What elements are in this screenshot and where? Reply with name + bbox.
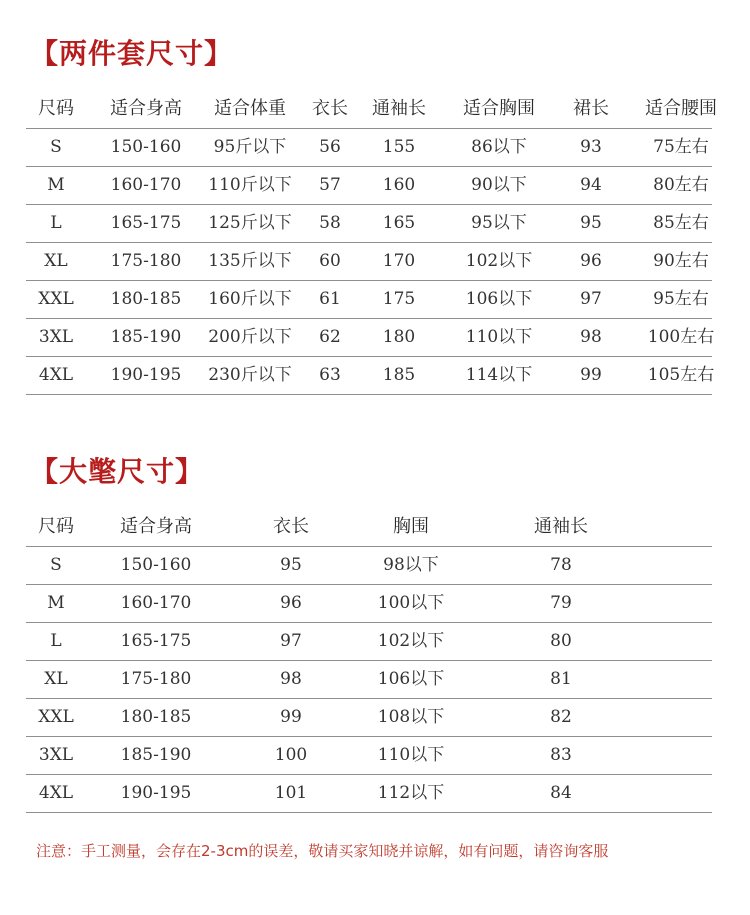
table-cell: 78 bbox=[550, 555, 572, 575]
table-cell: 165 bbox=[382, 213, 416, 233]
table-header-row bbox=[26, 508, 712, 546]
table-cell: 4XL bbox=[38, 783, 74, 803]
table-cell: 83 bbox=[550, 745, 572, 765]
column-header: 通袖长 bbox=[372, 98, 426, 119]
column-header: 尺码 bbox=[38, 98, 74, 119]
left-bracket: 【 bbox=[30, 37, 60, 70]
table-row bbox=[26, 622, 712, 660]
table-cell: 79 bbox=[550, 593, 572, 613]
table-cell: 160-170 bbox=[120, 593, 192, 613]
column-header: 衣长 bbox=[312, 98, 348, 119]
table-cell: 155 bbox=[382, 137, 416, 157]
table-cell: 160斤以下 bbox=[208, 289, 292, 309]
table-cell: 100 bbox=[274, 745, 308, 765]
column-header: 适合身高 bbox=[110, 98, 182, 119]
table-cell: 112以下 bbox=[377, 783, 445, 803]
table-cell: 3XL bbox=[38, 745, 74, 765]
table-cell: 160 bbox=[382, 175, 416, 195]
table-row bbox=[26, 204, 712, 242]
measurement-note: 注意：手工测量，会存在2-3cm的误差，敬请买家知晓并谅解，如有问题，请咨询客服 bbox=[36, 842, 609, 860]
table-row bbox=[26, 698, 712, 736]
table-cell: XXL bbox=[38, 707, 74, 727]
table-cell: 175-180 bbox=[120, 669, 192, 689]
table-cell: 86以下 bbox=[471, 137, 527, 157]
table-cell: 56 bbox=[319, 137, 341, 157]
table-cell: 98 bbox=[580, 327, 602, 347]
table-cell: 160-170 bbox=[110, 175, 182, 195]
table-cell: 180-185 bbox=[110, 289, 182, 309]
table-cell: 114以下 bbox=[465, 365, 533, 385]
table-cell: 98 bbox=[280, 669, 302, 689]
table-cell: 200斤以下 bbox=[208, 327, 292, 347]
row-divider bbox=[26, 812, 712, 813]
table-row bbox=[26, 166, 712, 204]
column-header: 尺码 bbox=[38, 516, 74, 537]
table-cell: 170 bbox=[382, 251, 416, 271]
table-cell: 101 bbox=[274, 783, 308, 803]
table-cell: 60 bbox=[319, 251, 341, 271]
table-row bbox=[26, 356, 715, 394]
table-cell: 80 bbox=[550, 631, 572, 651]
table-cell: 62 bbox=[319, 327, 341, 347]
section-title-text: 大氅尺寸 bbox=[59, 455, 176, 488]
table-cell: 93 bbox=[580, 137, 602, 157]
column-header: 胸围 bbox=[393, 516, 429, 537]
table-cell: 4XL bbox=[38, 365, 74, 385]
table-cell: 75左右 bbox=[653, 137, 709, 157]
table-cell: 135斤以下 bbox=[208, 251, 292, 271]
column-header: 适合胸围 bbox=[463, 98, 535, 119]
section-title-two-piece bbox=[30, 32, 233, 72]
table-cell: 102以下 bbox=[465, 251, 533, 271]
table-cell: XL bbox=[44, 669, 68, 689]
table-cell: 190-195 bbox=[120, 783, 192, 803]
table-row bbox=[26, 318, 715, 356]
table-row bbox=[26, 242, 712, 280]
table-cell: 97 bbox=[580, 289, 602, 309]
table-cell: 100以下 bbox=[377, 593, 445, 613]
table-cell: 102以下 bbox=[377, 631, 445, 651]
table-cell: M bbox=[47, 175, 65, 195]
table-cell: 80左右 bbox=[653, 175, 709, 195]
table-row bbox=[26, 736, 712, 774]
table-cell: 106以下 bbox=[377, 669, 445, 689]
table-cell: 98以下 bbox=[383, 555, 439, 575]
column-header: 裙长 bbox=[573, 98, 609, 119]
table-cell: 105左右 bbox=[647, 365, 715, 385]
table-row bbox=[26, 128, 712, 166]
table-cell: 185-190 bbox=[120, 745, 192, 765]
table-cell: 94 bbox=[580, 175, 602, 195]
table-cell: 99 bbox=[280, 707, 302, 727]
table-cell: 165-175 bbox=[110, 213, 182, 233]
table-cell: 190-195 bbox=[110, 365, 182, 385]
table-cell: 85左右 bbox=[653, 213, 709, 233]
table-cell: 61 bbox=[319, 289, 341, 309]
right-bracket: 】 bbox=[204, 37, 234, 70]
table-cell: 185-190 bbox=[110, 327, 182, 347]
table-cell: 95 bbox=[580, 213, 602, 233]
table-cell: XXL bbox=[38, 289, 74, 309]
column-header: 适合腰围 bbox=[645, 98, 717, 119]
table-cell: S bbox=[50, 137, 62, 157]
right-bracket: 】 bbox=[175, 455, 205, 488]
table-cell: 110以下 bbox=[465, 327, 533, 347]
table-cell: 100左右 bbox=[647, 327, 715, 347]
table-header-row bbox=[26, 90, 717, 128]
table-cell: 106以下 bbox=[465, 289, 533, 309]
table-cell: 90左右 bbox=[653, 251, 709, 271]
table-row bbox=[26, 280, 712, 318]
section-title-cloak bbox=[30, 450, 204, 490]
table-cell: L bbox=[50, 631, 62, 651]
table-cell: 110斤以下 bbox=[208, 175, 292, 195]
table-cell: 90以下 bbox=[471, 175, 527, 195]
table-cell: 125斤以下 bbox=[208, 213, 292, 233]
section-title-text: 两件套尺寸 bbox=[59, 37, 205, 70]
table-cell: 175 bbox=[382, 289, 416, 309]
table-row bbox=[26, 774, 712, 812]
table-cell: 96 bbox=[280, 593, 302, 613]
table-cell: 95以下 bbox=[471, 213, 527, 233]
table-cell: 110以下 bbox=[377, 745, 445, 765]
table-cell: 96 bbox=[580, 251, 602, 271]
column-header: 通袖长 bbox=[534, 516, 588, 537]
table-cell: 175-180 bbox=[110, 251, 182, 271]
row-divider bbox=[26, 394, 712, 395]
table-cell: 95 bbox=[280, 555, 302, 575]
table-cell: 150-160 bbox=[110, 137, 182, 157]
table-cell: L bbox=[50, 213, 62, 233]
column-header: 衣长 bbox=[273, 516, 309, 537]
table-cell: 185 bbox=[382, 365, 416, 385]
table-row bbox=[26, 584, 712, 622]
table-cell: S bbox=[50, 555, 62, 575]
table-cell: 82 bbox=[550, 707, 572, 727]
table-cell: 97 bbox=[280, 631, 302, 651]
table-cell: 180 bbox=[382, 327, 416, 347]
table-cell: 108以下 bbox=[377, 707, 445, 727]
table-cell: 3XL bbox=[38, 327, 74, 347]
left-bracket: 【 bbox=[30, 455, 60, 488]
table-cell: 165-175 bbox=[120, 631, 192, 651]
column-header: 适合体重 bbox=[214, 98, 286, 119]
table-cell: 58 bbox=[319, 213, 341, 233]
table-cell: M bbox=[47, 593, 65, 613]
table-cell: 95斤以下 bbox=[213, 137, 287, 157]
table-cell: 180-185 bbox=[120, 707, 192, 727]
table-cell: 99 bbox=[580, 365, 602, 385]
table-cell: 230斤以下 bbox=[208, 365, 292, 385]
table-cell: 63 bbox=[319, 365, 341, 385]
column-header: 适合身高 bbox=[120, 516, 192, 537]
table-cell: 81 bbox=[550, 669, 572, 689]
table-cell: 57 bbox=[319, 175, 341, 195]
table-row bbox=[26, 660, 712, 698]
table-cell: 84 bbox=[550, 783, 572, 803]
table-cell: 95左右 bbox=[653, 289, 709, 309]
table-cell: 150-160 bbox=[120, 555, 192, 575]
table-cell: XL bbox=[44, 251, 68, 271]
table-row bbox=[26, 546, 712, 584]
